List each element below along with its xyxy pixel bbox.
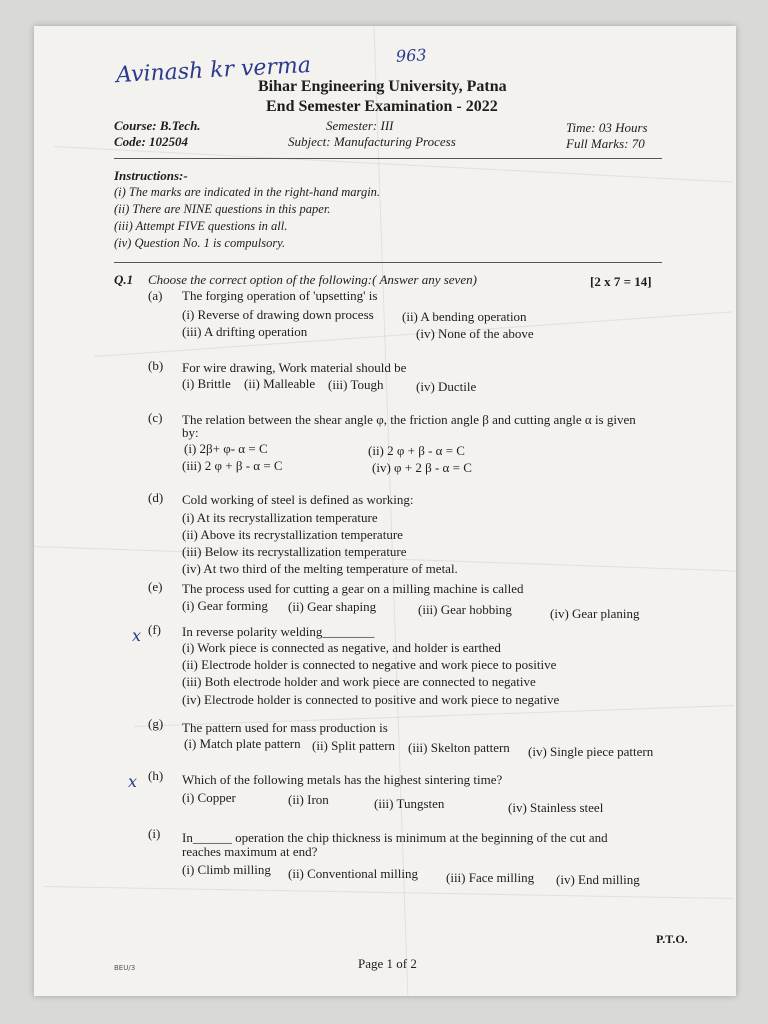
option: (iii) Skelton pattern xyxy=(408,740,510,755)
part-question: The process used for cutting a gear on a milling machine is called xyxy=(182,581,524,596)
part-question: Which of the following metals has the highest sintering time? xyxy=(182,772,503,787)
option: (i) Work piece is connected as negative, and holder is earthed xyxy=(182,640,501,655)
option: (i) Gear forming xyxy=(182,598,268,613)
part-question: Cold working of steel is defined as working: xyxy=(182,492,414,507)
part-label: (b) xyxy=(148,358,164,373)
option: (i) 2β+ φ- α = C xyxy=(184,441,268,456)
option: (iv) Gear planing xyxy=(550,606,640,621)
part-label: (f) xyxy=(148,622,161,637)
option: (iv) At two third of the melting temperature of metal. xyxy=(182,561,458,576)
exam-title: End Semester Examination - 2022 xyxy=(266,98,498,115)
pto-label: P.T.O. xyxy=(656,932,688,946)
option: (ii) 2 φ + β - α = C xyxy=(368,443,465,458)
option: (iv) Ductile xyxy=(416,379,477,394)
part-label: (a) xyxy=(148,288,163,303)
part-label: (i) xyxy=(148,826,161,841)
option: (ii) Electrode holder is connected to negative and work piece to positive xyxy=(182,657,557,672)
instruction-item: (i) The marks are indicated in the right-hand margin. xyxy=(114,185,381,199)
option: (i) Copper xyxy=(182,790,236,805)
question-text: Choose the correct option of the following:( Answer any seven) xyxy=(148,272,477,287)
part-label: (d) xyxy=(148,490,164,505)
part-label: (h) xyxy=(148,768,164,783)
option: (iii) Gear hobbing xyxy=(418,602,512,617)
print-stamp: BEU/3 xyxy=(114,964,136,972)
option: (iii) Below its recrystallization temperature xyxy=(182,544,407,559)
margin-mark: x xyxy=(132,626,142,645)
time-label: Time: 03 Hours xyxy=(566,120,648,135)
part-question: The relation between the shear angle φ, the friction angle β and cutting angle α is given xyxy=(182,412,636,427)
exam-paper xyxy=(34,26,736,996)
option: (i) Reverse of drawing down process xyxy=(182,307,374,322)
instruction-item: (iv) Question No. 1 is compulsory. xyxy=(114,236,286,250)
course-label: Course: B.Tech. xyxy=(114,118,201,133)
option: (iii) Face milling xyxy=(446,870,535,885)
page-number: Page 1 of 2 xyxy=(358,956,417,971)
option: (i) Match plate pattern xyxy=(184,736,301,751)
option: (ii) Above its recrystallization temperature xyxy=(182,527,403,542)
semester-label: Semester: III xyxy=(326,118,394,133)
part-label: (c) xyxy=(148,410,163,425)
signature-number: 963 xyxy=(395,45,428,66)
instructions-title: Instructions:- xyxy=(114,168,188,183)
part-label: (e) xyxy=(148,579,163,594)
part-question-continued: by: xyxy=(182,425,199,440)
part-label: (g) xyxy=(148,716,164,731)
margin-mark: x xyxy=(128,772,138,791)
header-divider xyxy=(114,158,662,159)
part-question: For wire drawing, Work material should be xyxy=(182,360,407,375)
option: (ii) Iron xyxy=(288,792,329,807)
question-number: Q.1 xyxy=(114,272,134,287)
option: (iii) Tough xyxy=(328,377,384,392)
option: (ii) Split pattern xyxy=(312,738,396,753)
part-question-continued: reaches maximum at end? xyxy=(182,844,318,859)
option: (iv) φ + 2 β - α = C xyxy=(372,460,472,475)
option: (iv) Electrode holder is connected to positive and work piece to negative xyxy=(182,692,560,707)
part-question: The pattern used for mass production is xyxy=(182,720,388,735)
option: (iii) Tungsten xyxy=(374,796,445,811)
option: (ii) Conventional milling xyxy=(288,866,418,881)
part-question: In______ operation the chip thickness is minimum at the beginning of the cut and xyxy=(182,830,608,845)
option: (iii) Both electrode holder and work piece are connected to negative xyxy=(182,674,536,689)
full-marks-label: Full Marks: 70 xyxy=(566,136,645,151)
instruction-item: (ii) There are NINE questions in this paper. xyxy=(114,202,331,216)
instruction-item: (iii) Attempt FIVE questions in all. xyxy=(114,219,288,233)
handwritten-signature: Avinash kr verma xyxy=(115,52,312,89)
option: (iv) End milling xyxy=(556,872,640,887)
option: (iv) Single piece pattern xyxy=(528,744,654,759)
instructions-divider xyxy=(114,262,662,263)
part-question: The forging operation of 'upsetting' is xyxy=(182,288,378,303)
part-question: In reverse polarity welding________ xyxy=(182,624,375,639)
subject-label: Subject: Manufacturing Process xyxy=(288,134,456,149)
option: (ii) Malleable xyxy=(244,376,316,391)
option: (iv) Stainless steel xyxy=(508,800,604,815)
question-marks: [2 x 7 = 14] xyxy=(590,274,652,289)
option: (ii) A bending operation xyxy=(402,309,527,324)
option: (ii) Gear shaping xyxy=(288,599,377,614)
option: (i) Brittle xyxy=(182,376,231,391)
option: (iii) A drifting operation xyxy=(182,324,308,339)
code-label: Code: 102504 xyxy=(114,134,189,149)
option: (i) At its recrystallization temperature xyxy=(182,510,378,525)
option: (i) Climb milling xyxy=(182,862,271,877)
university-name: Bihar Engineering University, Patna xyxy=(258,78,507,95)
option: (iii) 2 φ + β - α = C xyxy=(182,458,283,473)
option: (iv) None of the above xyxy=(416,326,534,341)
